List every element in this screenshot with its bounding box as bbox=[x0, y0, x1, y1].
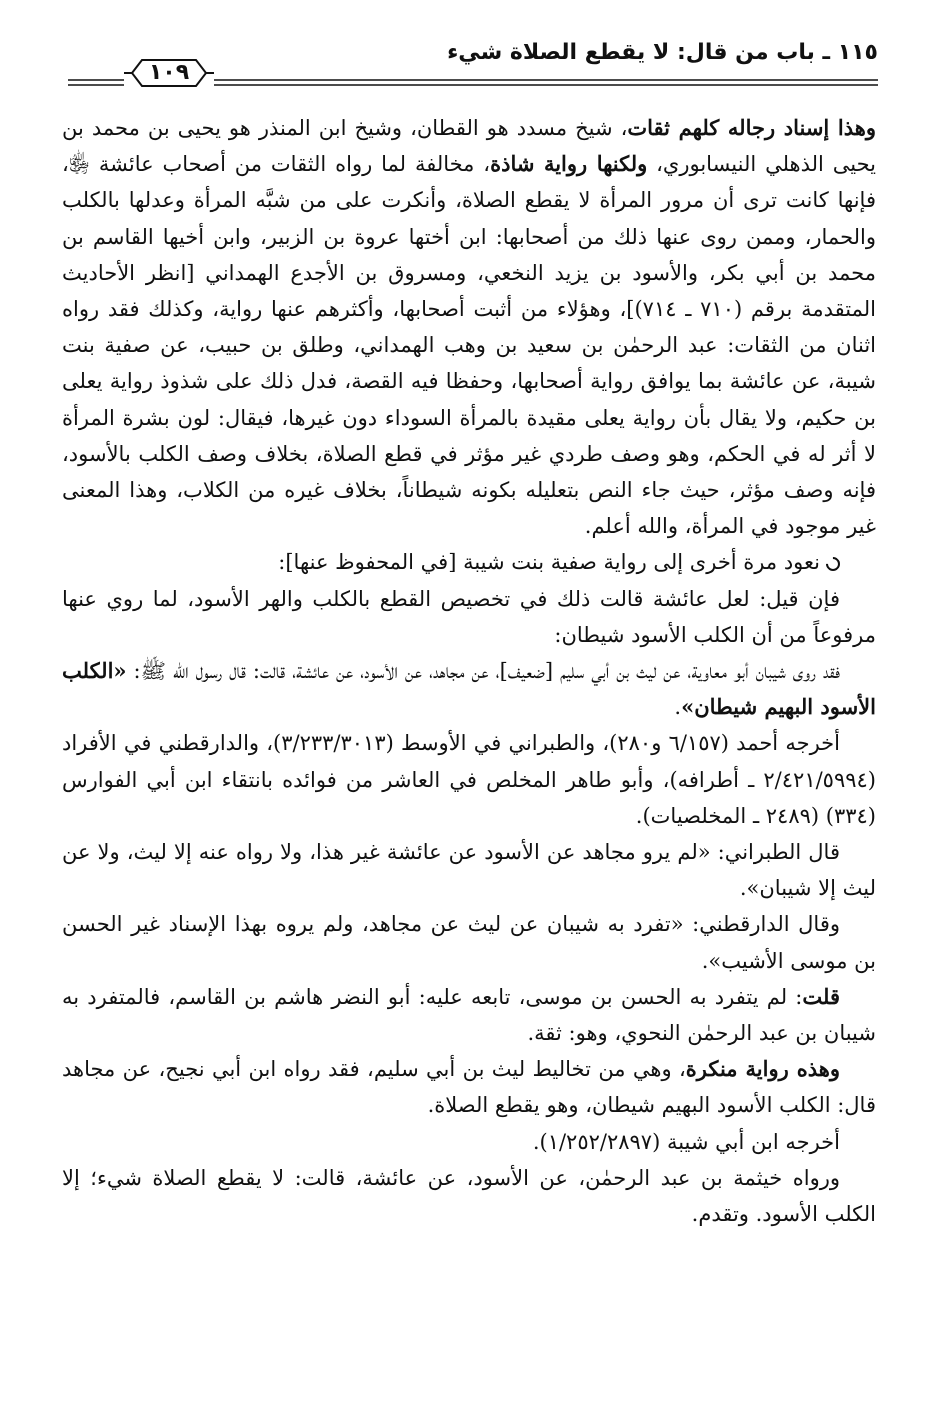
running-header bbox=[68, 36, 878, 96]
text-span: فإن قيل: لعل عائشة قالت ذلك في تخصيص القطع بالكلب والهر الأسود، لما روي عنها مرفوعاً من أن الكلب الأسود شيطان: bbox=[62, 586, 876, 647]
paragraph bbox=[62, 544, 876, 580]
text-span: ، شيخ مسدد هو القطان، وشيخ ابن المنذر هو يحيى بن محمد بن يحيى الذهلي النيسابوري، bbox=[62, 116, 876, 177]
page-number: ١٠٩ bbox=[148, 60, 190, 85]
paragraph bbox=[62, 834, 876, 906]
paragraph bbox=[62, 1124, 876, 1160]
text-span: ، وهي من تخاليط ليث بن أبي سليم، فقد رواه ابن أبي نجيح، عن مجاهد قال: الكلب الأسود البهيم شيطان، وهو يقطع الصلاة. bbox=[62, 1057, 876, 1118]
text-span: قال الطبراني: «لم يرو مجاهد عن الأسود عن عائشة غير هذا، ولا رواه عنه إلا ليث، ولا عن ليث إلا شيبان». bbox=[62, 840, 876, 901]
text-span: أخرجه أحمد (٦/١٥٧ و٢٨٠)، والطبراني في الأوسط (٣/٢٣٣/٣٠١٣)، والدارقطني في الأفراد (٢/٤٢١/٥٩٩٤ ـ أطرافه)، وأبو طاهر المخلص في العاشر من فوائده بانتقاء ابن أبي الفوارس (٣٣٤) (٢٤٨٩ ـ المخلصيات). bbox=[62, 731, 876, 828]
paragraph bbox=[62, 725, 876, 834]
chapter-title: ١١٥ ـ باب من قال: لا يقطع الصلاة شيء bbox=[447, 40, 878, 65]
text-span: نعود مرة أخرى إلى رواية صفية بنت شيبة [في المحفوظ عنها]: bbox=[278, 550, 820, 575]
text-span: : لم يتفرد به الحسن بن موسى، تابعه عليه: أبو النضر هاشم بن القاسم، فالمتفرد به شيبان بن عبد الرحمٰن النحوي، وهو: ثقة. bbox=[62, 984, 876, 1046]
text-span: ، مخالفة لما رواه الثقات من أصحاب عائشة ﵂، فإنها كانت ترى أن مرور المرأة لا يقطع الصلاة، وأنكرت على من شبَّه المرأة وعدلها بالكلب والحمار، وممن روى عنها ذلك من أصحابها: ابن أختها عروة بن الزبير، وابن أخيها القاسم بن محمد بن أبي بكر، والأسود بن يزيد النخعي، ومسروق بن الأجدع الهمداني [انظر الأحاديث المتقدمة برقم (٧١٠ ـ ٧١٤)]، وهؤلاء من أثبت أصحابها، وأكثرهم عنها رواية، وكذلك فقد رواه اثنان من الثقات: عبد الرحمٰن بن سعيد بن وهب الهمداني، وطلق بن حبيب، عن صفية بنت شيبة، عن عائشة بما يوافق رواية أصحابها، وحفظا فيه القصة، فدل ذلك على شذوذ رواية يعلى بن حكيم، ولا يقال بأن رواية يعلى مقيدة بالمرأة السوداء دون غيرها، فيقال: لون بشرة المرأة لا أثر له في الحكم، وهو وصف طردي غير مؤثر في قطع الصلاة، بخلاف وصف الكلب بالأسود، فإنه وصف مؤثر، حيث جاء النص بتعليله بكونه شيطاناً، بخلاف غيره من الكلاب، وهذا المعنى غير موجود في المرأة، والله أعلم. bbox=[62, 152, 876, 539]
paragraph bbox=[62, 906, 876, 978]
bold-text: وهذا إسناد رجاله كلهم ثقات bbox=[627, 115, 876, 140]
text-span: أخرجه ابن أبي شيبة (١/٢٥٢/٢٨٩٧). bbox=[532, 1129, 840, 1154]
paragraph bbox=[62, 653, 876, 725]
bold-text: «الكلب الأسود البهيم شيطان» bbox=[62, 658, 876, 720]
section-marker-icon bbox=[823, 554, 843, 574]
paragraph bbox=[62, 1051, 876, 1123]
bold-text: ولكنها رواية شاذة bbox=[490, 151, 648, 177]
bold-text: قلت bbox=[802, 983, 840, 1009]
paragraph bbox=[62, 581, 876, 653]
paragraph bbox=[62, 110, 876, 544]
body-text bbox=[62, 110, 876, 1232]
paragraph bbox=[62, 1160, 876, 1232]
text-span: فقد روى شيبان أبو معاوية، عن ليث بن أبي سليم [ضعيف]، عن مجاهد، عن الأسود، عن عائشة، قالت: قال رسول الله ﷺ: bbox=[126, 659, 840, 684]
text-span: . bbox=[674, 695, 682, 720]
text-span: وقال الدارقطني: «تفرد به شيبان عن ليث عن مجاهد، ولم يروه بهذا الإسناد غير الحسن بن موسى الأشيب». bbox=[62, 912, 876, 973]
paragraph bbox=[62, 979, 876, 1051]
text-span: ورواه خيثمة بن عبد الرحمٰن، عن الأسود، عن عائشة، قالت: لا يقطع الصلاة شيء؛ إلا الكلب الأسود. وتقدم. bbox=[62, 1165, 876, 1227]
bold-text: وهذه رواية منكرة bbox=[685, 1056, 841, 1082]
